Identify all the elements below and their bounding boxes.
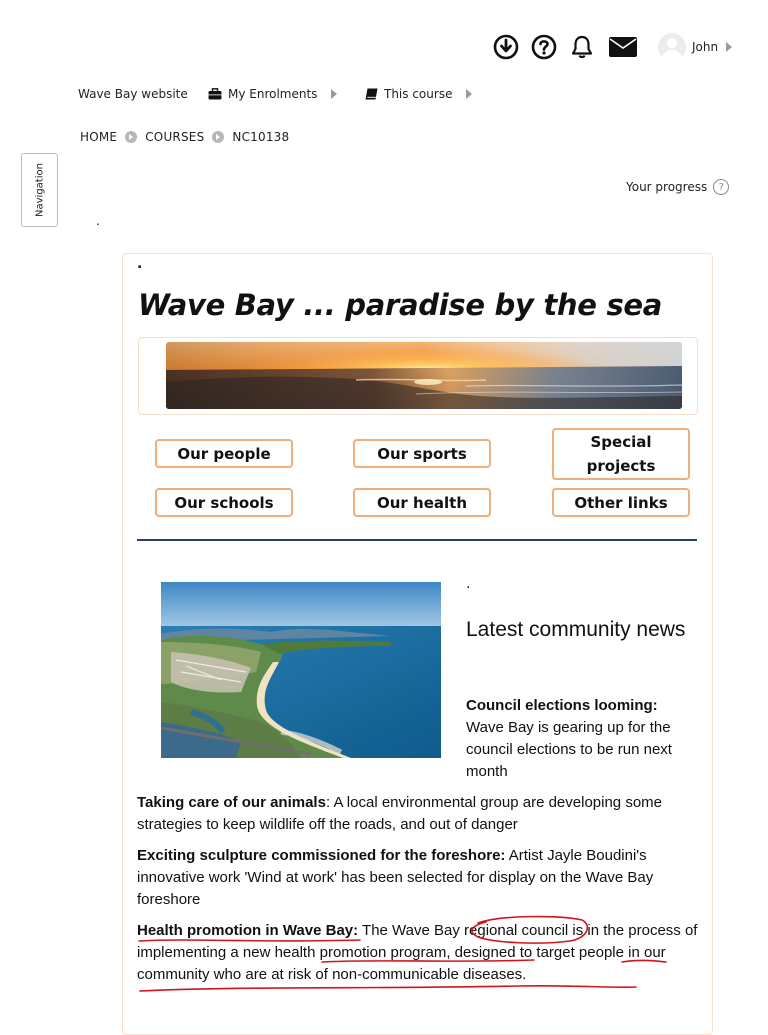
progress-label: Your progress	[626, 180, 708, 194]
our-sports-button[interactable]: Our sports	[353, 439, 491, 468]
news-item-title: Health promotion in Wave Bay:	[137, 922, 359, 939]
news-item-body: : A local environmental group are developing some strategies to keep wildlife off the roads, and out of danger	[137, 794, 662, 833]
news-item-title: Taking care of our animals	[137, 794, 326, 811]
breadcrumb-home[interactable]: HOME	[80, 130, 118, 144]
sunset-beach-banner-image	[166, 342, 682, 409]
breadcrumb-courses[interactable]: COURSES	[145, 130, 205, 144]
news-heading: Latest community news	[466, 618, 686, 641]
chevron-right-icon	[331, 89, 337, 99]
stray-dot: .	[96, 214, 100, 228]
user-menu[interactable]	[658, 33, 732, 61]
news-item	[466, 695, 696, 783]
news-item-title: Exciting sculpture commissioned for the foreshore:	[137, 847, 506, 864]
breadcrumb-separator-icon	[212, 131, 224, 143]
avatar	[658, 33, 686, 61]
download-circle-icon[interactable]	[493, 34, 519, 60]
user-name: John	[692, 40, 719, 54]
nav-course-label: This course	[384, 87, 453, 101]
stray-dot: .	[466, 576, 471, 592]
nav-enrolments-menu[interactable]	[208, 87, 337, 101]
chevron-right-icon	[466, 89, 472, 99]
news-item	[137, 845, 702, 911]
breadcrumb-course[interactable]: NC10138	[232, 130, 290, 144]
help-circle-icon[interactable]	[531, 34, 557, 60]
news-item-body: Wave Bay is gearing up for the council elections to be run next month	[466, 719, 672, 780]
news-item-body: Artist Jayle Boudini's innovative work 'Wind at work' has been selected for display on the Wave Bay foreshore	[137, 847, 654, 908]
section-divider	[137, 539, 697, 541]
help-icon[interactable]: ?	[713, 179, 729, 195]
news-item	[137, 920, 702, 986]
news-item	[137, 792, 702, 836]
breadcrumb	[80, 130, 289, 144]
our-people-button[interactable]: Our people	[155, 439, 293, 468]
navigation-tab-label: Navigation	[34, 163, 45, 217]
aerial-town-photo	[161, 582, 441, 758]
navigation-drawer-tab[interactable]	[21, 153, 58, 227]
our-schools-button[interactable]: Our schools	[155, 488, 293, 517]
special-projects-button[interactable]: Special projects	[552, 428, 690, 480]
briefcase-icon	[208, 88, 222, 100]
nav-course-menu[interactable]	[365, 87, 472, 101]
bell-icon[interactable]	[569, 34, 595, 60]
news-item-title: Council elections looming:	[466, 697, 658, 714]
nav-site-link[interactable]	[78, 87, 188, 101]
nav-site-label: Wave Bay website	[78, 87, 188, 101]
page-title: Wave Bay ... paradise by the sea	[138, 288, 663, 322]
progress-indicator	[626, 179, 729, 195]
stray-dot: .	[137, 256, 143, 272]
other-links-button[interactable]: Other links	[552, 488, 690, 517]
book-icon	[365, 88, 378, 100]
envelope-icon[interactable]	[608, 34, 638, 60]
nav-enrolments-label: My Enrolments	[228, 87, 318, 101]
breadcrumb-separator-icon	[125, 131, 137, 143]
news-item-body: The Wave Bay regional council is in the process of implementing a new health promotion program, designed to target people in our community who are at risk of non-communicable diseases.	[137, 922, 698, 983]
our-health-button[interactable]: Our health	[353, 488, 491, 517]
chevron-right-icon	[726, 42, 732, 52]
